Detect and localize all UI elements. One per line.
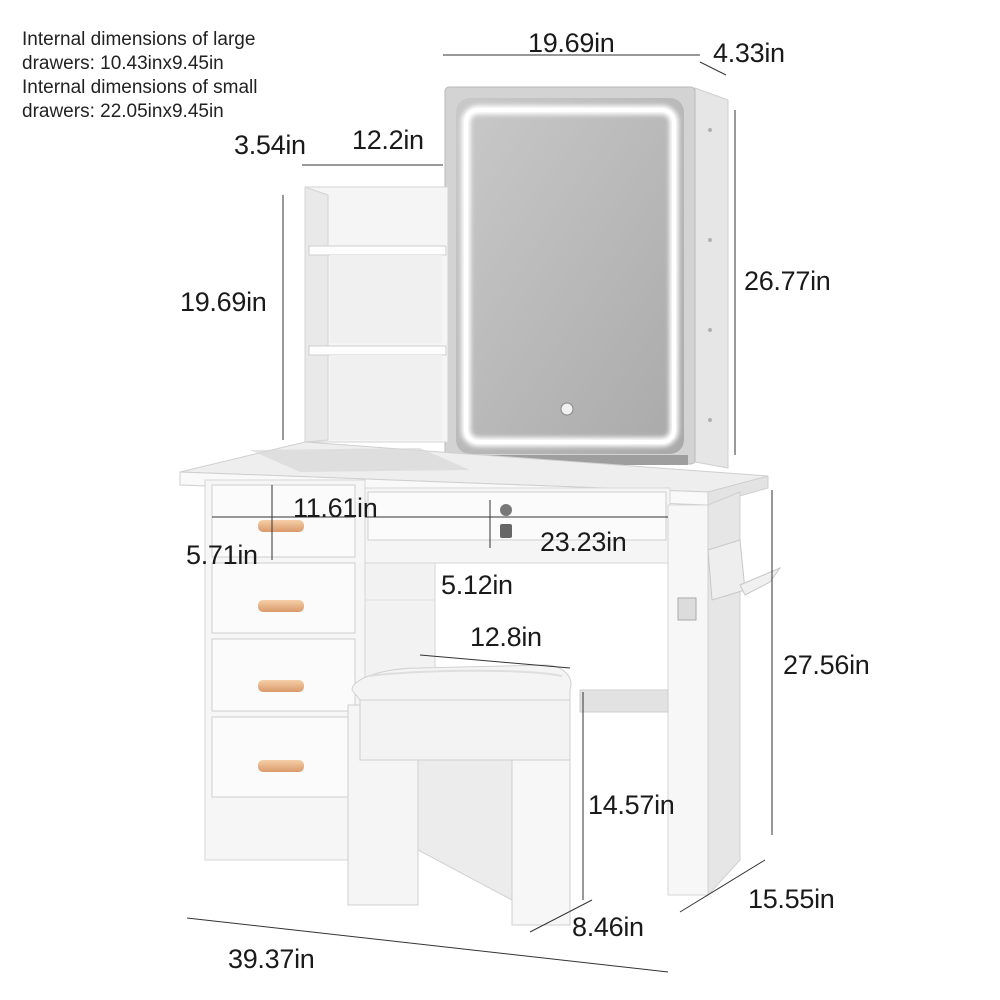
large-drawer-height-label: 5.12in [441, 570, 513, 600]
desk-right-leg [668, 492, 780, 895]
drawer-handle-icon [258, 600, 304, 612]
mirror-height-label: 26.77in [744, 266, 831, 296]
small-drawers-note-line-2: drawers: 22.05inx9.45in [22, 101, 224, 122]
mirror-depth-label: 4.33in [713, 38, 785, 68]
key-icon [500, 524, 512, 538]
mirror-cabinet [445, 87, 728, 468]
drawer-handle-icon [258, 760, 304, 772]
stool-height-label: 14.57in [588, 790, 675, 820]
side-shelf-unit [305, 187, 448, 442]
shelf-depth-label: 3.54in [234, 130, 306, 160]
small-drawer-3[interactable] [212, 639, 355, 711]
desk-height-label: 27.56in [783, 650, 870, 680]
stool-width-label: 12.8in [470, 622, 542, 652]
touch-switch-icon [561, 403, 573, 415]
stool [348, 665, 571, 925]
small-drawer-4[interactable] [212, 717, 355, 797]
large-drawer-width-label: 23.23in [540, 527, 627, 557]
drawer-cabinet [205, 480, 365, 860]
hair-dryer-holder [708, 540, 745, 600]
small-drawers-note [22, 76, 258, 124]
shelf-height-label: 19.69in [180, 287, 267, 317]
desk-depth-label: 15.55in [748, 884, 835, 914]
large-drawers-note-line-2: drawers: 10.43inx9.45in [22, 53, 224, 74]
small-drawer-width-label: 11.61in [293, 493, 378, 523]
small-drawers-note-line-1: Internal dimensions of small [22, 77, 258, 98]
large-drawers-note-line-1: Internal dimensions of large [22, 29, 256, 50]
mirror-width-label: 19.69in [528, 28, 615, 58]
large-drawers-note [22, 28, 255, 76]
drawer-handle-icon [258, 680, 304, 692]
shelf-width-label: 12.2in [352, 125, 424, 155]
small-drawer-height-label: 5.71in [186, 540, 258, 570]
small-drawer-2[interactable] [212, 563, 355, 633]
stool-depth-label: 8.46in [572, 912, 644, 942]
power-outlet-icon [678, 598, 696, 620]
desk-width-label: 39.37in [228, 944, 315, 974]
lock-icon [500, 504, 512, 516]
